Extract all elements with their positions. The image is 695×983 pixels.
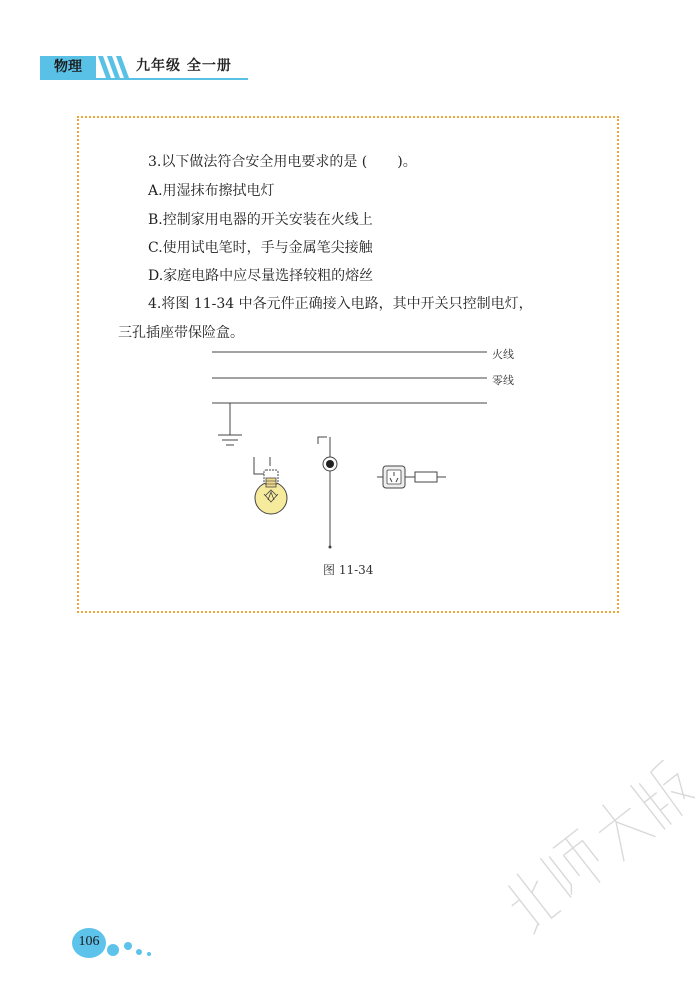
lamp-icon [254, 457, 287, 514]
option-b: B.控制家用电器的开关安装在火线上 [148, 212, 373, 228]
switch-icon [318, 437, 337, 549]
ground-icon [218, 403, 242, 445]
figure-caption: 图 11-34 [323, 563, 374, 577]
option-a: A.用湿抹布擦拭电灯 [148, 183, 275, 199]
question-3-stem: 3.以下做法符合安全用电要求的是 ( [148, 154, 368, 170]
three-pin-socket-icon [377, 466, 415, 488]
publisher-watermark [480, 760, 695, 960]
subject-tag: 物理 [40, 56, 96, 78]
question-4-line-2: 三孔插座带保险盒。 [118, 325, 244, 341]
header-stripes-decoration [98, 56, 132, 78]
header-underline [40, 78, 248, 80]
option-c: C.使用试电笔时，手与金属笔尖接触 [148, 240, 373, 256]
question-3 [148, 152, 417, 172]
neutral-wire-label: 零线 [492, 374, 514, 387]
live-wire-label: 火线 [492, 348, 514, 361]
fuse-box-icon [415, 472, 446, 482]
option-d: D.家庭电路中应尽量选择较粗的熔丝 [148, 268, 374, 284]
page-number: 106 [78, 934, 100, 949]
question-3-end: )。 [397, 154, 417, 170]
circuit-diagram [205, 340, 535, 560]
question-4-line-1: 4.将图 11-34 中各元件正确接入电路，其中开关只控制电灯， [148, 296, 533, 312]
grade-title: 九年级 全一册 [136, 58, 232, 74]
page-dots-decoration [104, 936, 164, 960]
